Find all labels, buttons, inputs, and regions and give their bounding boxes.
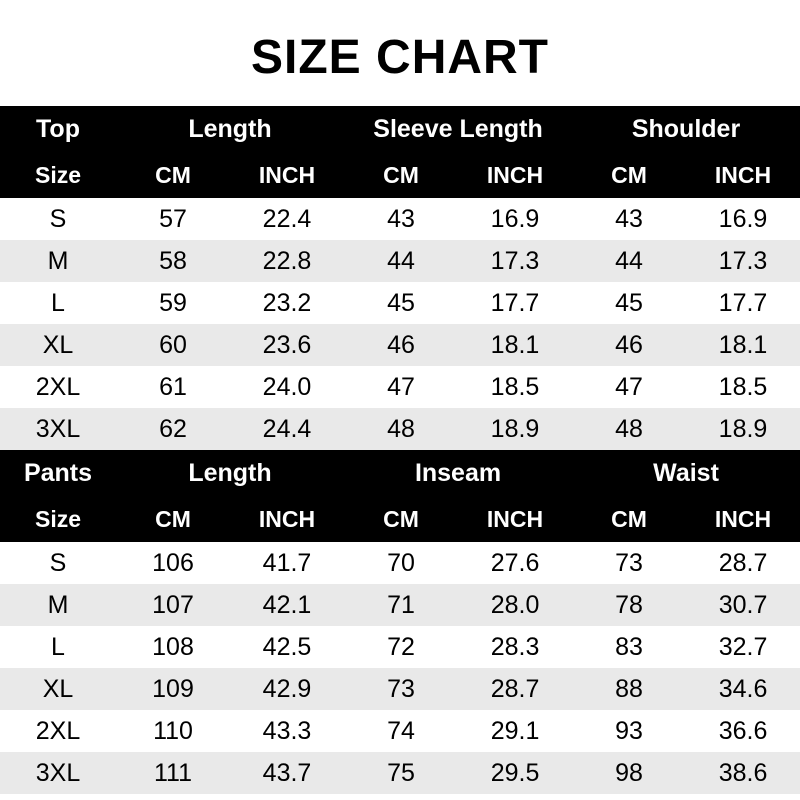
row-cell: 58 (116, 240, 230, 282)
table-row (0, 240, 800, 282)
row-cell: 36.6 (686, 710, 800, 752)
row-cell: 17.7 (686, 282, 800, 324)
group-header-sleeve-length: Sleeve Length (344, 106, 572, 153)
row-cell: 18.5 (458, 366, 572, 408)
row-cell: 111 (116, 752, 230, 794)
row-cell: 47 (344, 366, 458, 408)
row-cell: 60 (116, 324, 230, 366)
row-size: 3XL (0, 752, 116, 794)
row-cell: 29.5 (458, 752, 572, 794)
row-cell: 88 (572, 668, 686, 710)
row-cell: 28.3 (458, 626, 572, 668)
row-cell: 70 (344, 542, 458, 584)
row-cell: 18.9 (458, 408, 572, 450)
row-cell: 18.1 (686, 324, 800, 366)
row-cell: 42.5 (230, 626, 344, 668)
row-cell: 43 (344, 198, 458, 240)
row-cell: 93 (572, 710, 686, 752)
row-cell: 45 (572, 282, 686, 324)
row-cell: 32.7 (686, 626, 800, 668)
row-size: S (0, 198, 116, 240)
unit-header-waist-cm: CM (572, 497, 686, 542)
unit-header-shoulder-cm: CM (572, 153, 686, 198)
row-size: L (0, 626, 116, 668)
table-row (0, 366, 800, 408)
table-row (0, 282, 800, 324)
row-cell: 110 (116, 710, 230, 752)
row-cell: 48 (344, 408, 458, 450)
unit-header-inseam-inch: INCH (458, 497, 572, 542)
row-cell: 41.7 (230, 542, 344, 584)
row-cell: 47 (572, 366, 686, 408)
row-cell: 44 (572, 240, 686, 282)
row-cell: 17.3 (686, 240, 800, 282)
size-column-label-line1: Pants (0, 450, 116, 497)
unit-header-length-cm: CM (116, 153, 230, 198)
size-column-label-line2: Size (0, 497, 116, 542)
row-cell: 22.4 (230, 198, 344, 240)
row-cell: 57 (116, 198, 230, 240)
size-column-label-line2: Size (0, 153, 116, 198)
row-cell: 73 (572, 542, 686, 584)
row-size: 2XL (0, 710, 116, 752)
row-cell: 43.7 (230, 752, 344, 794)
row-cell: 46 (572, 324, 686, 366)
table-row (0, 710, 800, 752)
row-cell: 23.2 (230, 282, 344, 324)
row-cell: 48 (572, 408, 686, 450)
row-cell: 42.1 (230, 584, 344, 626)
row-size: 3XL (0, 408, 116, 450)
table-header-groups-row (0, 450, 800, 497)
table-row (0, 752, 800, 794)
row-cell: 74 (344, 710, 458, 752)
row-cell: 16.9 (458, 198, 572, 240)
unit-header-length-cm: CM (116, 497, 230, 542)
unit-header-inseam-cm: CM (344, 497, 458, 542)
row-cell: 108 (116, 626, 230, 668)
row-cell: 71 (344, 584, 458, 626)
row-cell: 106 (116, 542, 230, 584)
row-cell: 17.3 (458, 240, 572, 282)
row-cell: 98 (572, 752, 686, 794)
pants-size-table (0, 450, 800, 794)
row-cell: 24.4 (230, 408, 344, 450)
unit-header-length-inch: INCH (230, 153, 344, 198)
group-header-length: Length (116, 106, 344, 153)
row-cell: 59 (116, 282, 230, 324)
row-size: 2XL (0, 366, 116, 408)
row-cell: 17.7 (458, 282, 572, 324)
table-header-groups-row (0, 106, 800, 153)
row-cell: 38.6 (686, 752, 800, 794)
row-cell: 45 (344, 282, 458, 324)
row-size: S (0, 542, 116, 584)
table-row (0, 668, 800, 710)
table-header-units-row (0, 497, 800, 542)
row-cell: 75 (344, 752, 458, 794)
row-cell: 44 (344, 240, 458, 282)
row-cell: 28.0 (458, 584, 572, 626)
row-cell: 34.6 (686, 668, 800, 710)
table-row (0, 324, 800, 366)
row-cell: 73 (344, 668, 458, 710)
group-header-length: Length (116, 450, 344, 497)
row-cell: 28.7 (458, 668, 572, 710)
row-cell: 78 (572, 584, 686, 626)
group-header-inseam: Inseam (344, 450, 572, 497)
row-cell: 43 (572, 198, 686, 240)
row-cell: 18.1 (458, 324, 572, 366)
row-size: XL (0, 668, 116, 710)
table-row (0, 408, 800, 450)
row-cell: 46 (344, 324, 458, 366)
row-cell: 24.0 (230, 366, 344, 408)
row-cell: 107 (116, 584, 230, 626)
table-header-units-row (0, 153, 800, 198)
table-row (0, 584, 800, 626)
unit-header-shoulder-inch: INCH (686, 153, 800, 198)
row-cell: 16.9 (686, 198, 800, 240)
row-cell: 42.9 (230, 668, 344, 710)
row-cell: 22.8 (230, 240, 344, 282)
row-cell: 30.7 (686, 584, 800, 626)
unit-header-waist-inch: INCH (686, 497, 800, 542)
unit-header-sleeve-inch: INCH (458, 153, 572, 198)
row-cell: 18.9 (686, 408, 800, 450)
row-cell: 27.6 (458, 542, 572, 584)
top-size-table (0, 106, 800, 450)
unit-header-length-inch: INCH (230, 497, 344, 542)
table-row (0, 198, 800, 240)
page-title: SIZE CHART (251, 31, 549, 84)
row-cell: 83 (572, 626, 686, 668)
row-size: M (0, 584, 116, 626)
group-header-shoulder: Shoulder (572, 106, 800, 153)
row-size: M (0, 240, 116, 282)
row-cell: 18.5 (686, 366, 800, 408)
size-column-label-line1: Top (0, 106, 116, 153)
unit-header-sleeve-cm: CM (344, 153, 458, 198)
row-size: L (0, 282, 116, 324)
row-cell: 28.7 (686, 542, 800, 584)
row-size: XL (0, 324, 116, 366)
row-cell: 62 (116, 408, 230, 450)
row-cell: 29.1 (458, 710, 572, 752)
row-cell: 72 (344, 626, 458, 668)
row-cell: 109 (116, 668, 230, 710)
group-header-waist: Waist (572, 450, 800, 497)
table-row (0, 626, 800, 668)
table-row (0, 542, 800, 584)
row-cell: 61 (116, 366, 230, 408)
row-cell: 43.3 (230, 710, 344, 752)
row-cell: 23.6 (230, 324, 344, 366)
